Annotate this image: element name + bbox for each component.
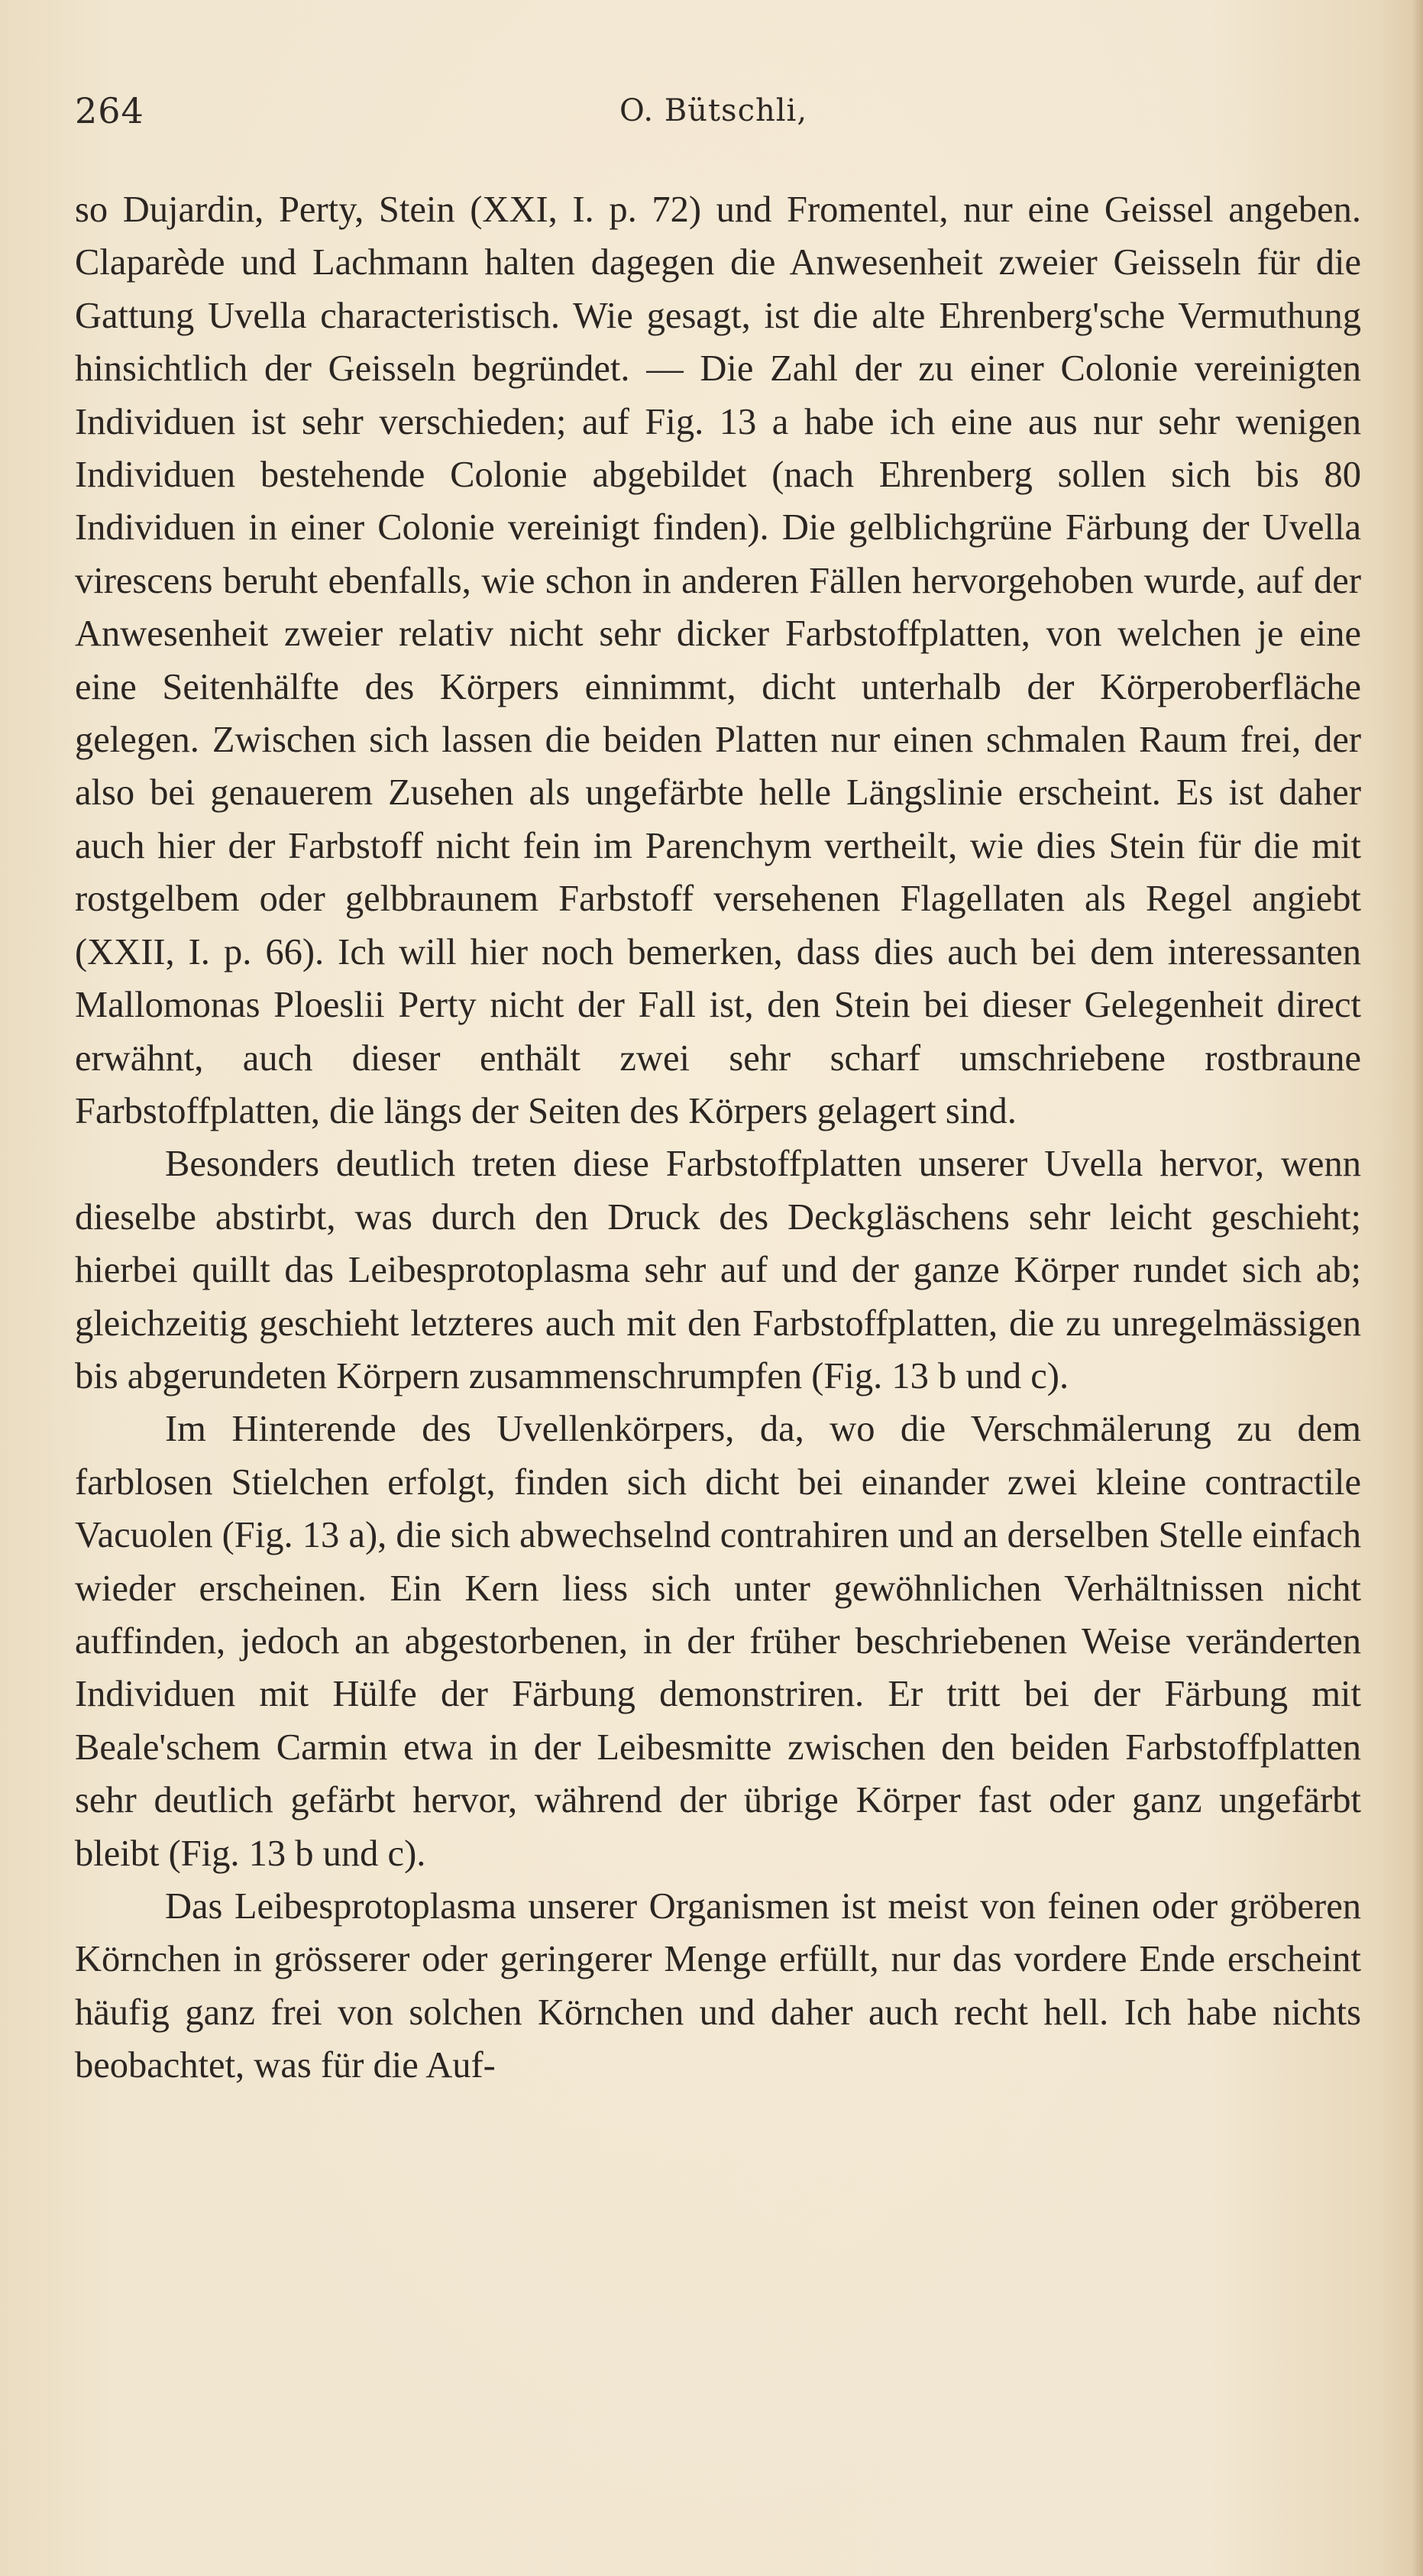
paragraph-4: Das Leibesprotoplasma unserer Organismen ist meist von feinen oder gröberen Körnchen in grösserer oder geringerer Menge erfüllt, nur das vordere Ende erscheint häufig ganz frei von solchen Körnchen und daher auch recht hell. Ich habe nichts beobachtet, was für die Auf- (75, 1886, 1361, 2086)
running-head (75, 90, 1352, 144)
page-number: 264 (75, 90, 144, 131)
paragraph-3: Im Hinterende des Uvellenkörpers, da, wo die Verschmälerung zu dem farblosen Stielchen erfolgt, finden sich dicht bei einander zwei kleine contractile Vacuolen (Fig. 13 a), die sich abwechselnd contrahiren und an derselben Stelle einfach wieder erscheinen. Ein Kern liess sich unter gewöhnlichen Verhältnissen nicht auffinden, jedoch an abgestorbenen, in der früher beschriebenen Weise veränderten Individuen mit Hülfe der Färbung demonstriren. Er tritt bei der Färbung mit Beale'schem Carmin etwa in der Leibesmitte zwischen den beiden Farbstoffplatten sehr deutlich gefärbt hervor, während der übrige Körper fast oder ganz ungefärbt bleibt (Fig. 13 b und c). (75, 1409, 1361, 1874)
paragraph-2: Besonders deutlich treten diese Farbstoffplatten unserer Uvella hervor, wenn dieselbe abstirbt, was durch den Druck des Deckgläschens sehr leicht geschieht; hierbei quillt das Leibesprotoplasma sehr auf und der ganze Körper rundet sich ab; gleichzeitig geschieht letzteres auch mit den Farbstoffplatten, die zu unregelmässigen bis abgerundeten Körpern zusammenschrumpfen (Fig. 13 b und c). (75, 1144, 1361, 1396)
page-edge-shadow (1412, 0, 1423, 2576)
paragraph-1: so Dujardin, Perty, Stein (XXI, I. p. 72) und Fromentel, nur eine Geissel angeben. Claparède und Lachmann halten dagegen die Anwesenheit zweier Geisseln für die Gattung Uvella characteristisch. Wie gesagt, ist die alte Ehrenberg'sche Vermuthung hinsichtlich der Geisseln begründet. — Die Zahl der zu einer Colonie vereinigten Individuen ist sehr verschieden; auf Fig. 13 a habe ich eine aus nur sehr wenigen Individuen bestehende Colonie abgebildet (nach Ehrenberg sollen sich bis 80 Individuen in einer Colonie vereinigt finden). Die gelblichgrüne Färbung der Uvella virescens beruht ebenfalls, wie schon in anderen Fällen hervorgehoben wurde, auf der Anwesenheit zweier relativ nicht sehr dicker Farbstoffplatten, von welchen je eine eine Seitenhälfte des Körpers einnimmt, dicht unterhalb der Körperoberfläche gelegen. Zwischen sich lassen die beiden Platten nur einen schmalen Raum frei, der also bei genauerem Zusehen als ungefärbte helle Längslinie erscheint. Es ist daher auch hier der Farbstoff nicht fein im Parenchym vertheilt, wie dies Stein für die mit rostgelbem oder gelbbraunem Farbstoff versehenen Flagellaten als Regel angiebt (XXII, I. p. 66). Ich will hier noch bemerken, dass dies auch bei dem interessanten Mallomonas Ploeslii Perty nicht der Fall ist, den Stein bei dieser Gelegenheit direct erwähnt, auch dieser enthält zwei sehr scharf umschriebene rostbraune Farbstoffplatten, die längs der Seiten des Körpers gelagert sind. (75, 189, 1361, 1131)
body-text (75, 183, 1361, 2092)
running-title: O. Bütschli, (619, 93, 808, 128)
